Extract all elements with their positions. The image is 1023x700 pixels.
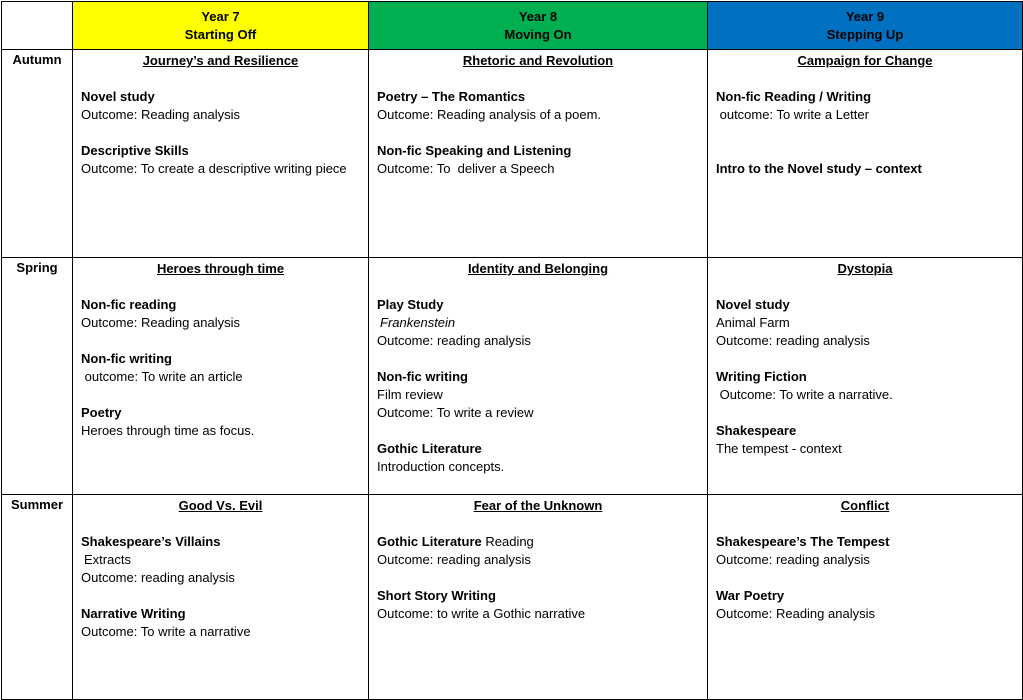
unit-block: [716, 296, 1014, 350]
unit-title: Short Story Writing: [377, 588, 496, 603]
unit-theme: Heroes through time: [156, 261, 285, 276]
unit-title: Shakespeare’s Villains: [81, 534, 221, 549]
unit-title: Non-fic reading: [81, 297, 177, 312]
unit-theme: Campaign for Change: [797, 53, 933, 68]
spring-year7-cell: [73, 258, 369, 495]
autumn-row: [2, 50, 1023, 258]
unit-detail: Outcome: To write a narrative: [81, 624, 251, 639]
unit-detail: Outcome: reading analysis: [377, 333, 531, 348]
year9-header: [708, 2, 1023, 50]
unit-block: [716, 88, 1014, 124]
unit-detail: Outcome: To create a descriptive writing piece: [81, 161, 347, 176]
unit-theme: Rhetoric and Revolution: [462, 53, 614, 68]
unit-title: Non-fic writing: [377, 369, 468, 384]
unit-detail: Outcome: Reading analysis: [716, 606, 875, 621]
unit-block: [81, 142, 360, 178]
unit-block: [81, 605, 360, 641]
year7-label: Year 7: [201, 8, 240, 24]
year8-header: [369, 2, 708, 50]
unit-block: [377, 587, 699, 623]
unit-detail: Outcome: To write a review: [377, 405, 534, 420]
unit-title: Novel study: [716, 297, 790, 312]
unit-detail: outcome: To write an article: [81, 369, 243, 384]
unit-detail: Outcome: To deliver a Speech: [377, 161, 555, 176]
unit-theme: Conflict: [840, 498, 890, 513]
unit-block: [81, 350, 360, 386]
unit-title: Non-fic Reading / Writing: [716, 89, 872, 104]
summer-year7-cell: [73, 495, 369, 700]
unit-detail: Outcome: reading analysis: [716, 552, 870, 567]
unit-title: Gothic Literature: [377, 441, 482, 456]
unit-title: War Poetry: [716, 588, 785, 603]
season-label: Spring: [2, 258, 73, 495]
unit-detail: Animal Farm: [716, 315, 790, 330]
unit-block: [377, 88, 699, 124]
season-label: Summer: [2, 495, 73, 700]
unit-block: [377, 368, 699, 422]
unit-detail: Outcome: Reading analysis: [81, 107, 240, 122]
unit-block: [716, 160, 1014, 178]
unit-title: Writing Fiction: [716, 369, 807, 384]
unit-detail: Film review: [377, 387, 443, 402]
unit-title: Shakespeare: [716, 423, 797, 438]
unit-title: Intro to the Novel study – context: [716, 161, 922, 176]
unit-block: [377, 296, 699, 350]
unit-theme: Fear of the Unknown: [473, 498, 603, 513]
unit-title: Non-fic writing: [81, 351, 172, 366]
unit-title: Non-fic Speaking and Listening: [377, 143, 572, 158]
summer-year8-cell: [369, 495, 708, 700]
unit-theme: Good Vs. Evil: [178, 498, 263, 513]
season-label: Autumn: [2, 50, 73, 258]
unit-title-tail: Reading: [481, 534, 534, 549]
unit-detail: Outcome: reading analysis: [716, 333, 870, 348]
unit-block: [81, 404, 360, 440]
unit-theme: Identity and Belonging: [467, 261, 609, 276]
unit-title: Play Study: [377, 297, 444, 312]
autumn-year8-cell: [369, 50, 708, 258]
unit-block: [716, 368, 1014, 404]
spring-row: [2, 258, 1023, 495]
unit-block: [716, 533, 1014, 569]
unit-detail: Introduction concepts.: [377, 459, 505, 474]
unit-detail: Heroes through time as focus.: [81, 423, 255, 438]
unit-detail: Outcome: Reading analysis of a poem.: [377, 107, 602, 122]
unit-title-line: [377, 533, 699, 551]
year9-subtitle: Stepping Up: [826, 26, 904, 42]
unit-detail: Outcome: Reading analysis: [81, 315, 240, 330]
autumn-year9-cell: [708, 50, 1023, 258]
curriculum-table: [1, 1, 1023, 700]
unit-detail: Outcome: To write a narrative.: [716, 387, 893, 402]
unit-block: [81, 533, 360, 587]
unit-title: Shakespeare’s The Tempest: [716, 534, 890, 549]
unit-detail-italic: Frankenstein: [380, 315, 456, 330]
spring-year8-cell: [369, 258, 708, 495]
unit-title: Descriptive Skills: [81, 143, 189, 158]
year9-label: Year 9: [845, 8, 885, 24]
year8-subtitle: Moving On: [504, 26, 572, 42]
unit-block: [377, 440, 699, 476]
unit-theme: Journey’s and Resilience: [142, 53, 299, 68]
unit-detail: The tempest - context: [716, 441, 842, 456]
unit-detail: Extracts: [84, 552, 131, 567]
unit-detail: Outcome: reading analysis: [81, 570, 235, 585]
unit-title: Poetry – The Romantics: [377, 89, 526, 104]
unit-title: Poetry: [81, 405, 122, 420]
spring-year9-cell: [708, 258, 1023, 495]
summer-year9-cell: [708, 495, 1023, 700]
year8-label: Year 8: [518, 8, 558, 24]
unit-theme: Dystopia: [837, 261, 893, 276]
unit-title: Novel study: [81, 89, 155, 104]
autumn-year7-cell: [73, 50, 369, 258]
unit-detail: Outcome: reading analysis: [377, 552, 531, 567]
unit-title: Gothic Literature: [377, 534, 482, 549]
unit-block: [716, 587, 1014, 623]
corner-cell: [2, 2, 73, 50]
unit-block: [377, 142, 699, 178]
unit-block: [377, 533, 699, 569]
unit-detail: Outcome: to write a Gothic narrative: [377, 606, 586, 621]
year7-subtitle: Starting Off: [184, 26, 257, 42]
unit-block: [81, 88, 360, 124]
unit-block: [716, 422, 1014, 458]
unit-block: [81, 296, 360, 332]
year7-header: [73, 2, 369, 50]
unit-title: Narrative Writing: [81, 606, 186, 621]
header-row: [2, 2, 1023, 50]
summer-row: [2, 495, 1023, 700]
unit-detail: outcome: To write a Letter: [716, 107, 869, 122]
